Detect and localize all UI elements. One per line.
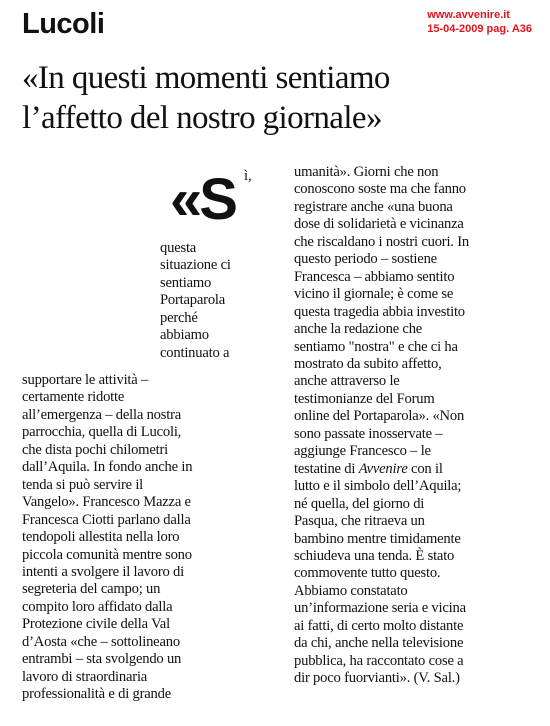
text-line: continuato a [160,344,230,361]
lead-paragraph [160,240,285,362]
text-line: commovente tutto questo. [294,565,441,582]
text-line: parrocchia, quella di Lucoli, [22,424,182,441]
text-line: dose di solidarietà e vicinanza [294,216,464,233]
text-line: Abbiamo constatato [294,582,408,599]
text-line: da chi, anche nella televisione [294,635,464,652]
text-line: che riscaldano i nostri cuori. In [294,233,469,250]
text-line: registrare anche «una buona [294,198,453,215]
body-column-2 [294,164,544,688]
text-line: all’emergenza – della nostra [22,406,182,423]
text-line: questa tragedia abbia investito [294,303,465,320]
text-line: mostrato da subito affetto, [294,355,442,372]
headline [22,58,537,138]
text-line: Portaparola [160,292,226,309]
text-line: abbiamo [160,327,209,344]
text-line: un’informazione seria e vicina [294,600,466,617]
text-line: supportare le attività – [22,372,149,388]
text-line: sono passate inosservate – [294,425,443,442]
body-column-1 [22,372,284,704]
text-line: segreteria del campo; un [22,581,161,598]
source-date-page: 15-04-2009 pag. A36 [427,23,532,35]
text-line: ai fatti, di certo molto distante [294,617,464,634]
text-line: perché [160,309,198,326]
newspaper-name: Avvenire [358,460,408,477]
text-line: bambino mentre timidamente [294,530,461,547]
text-line: piccola comunità mentre sono [22,546,192,563]
text-line: tendopoli allestita nella loro [22,529,180,546]
text-line: situazione ci [160,257,231,274]
text-line: schiudeva una tenda. È stato [294,547,455,564]
text-line: questo periodo – sostiene [294,251,437,268]
text-line: sentiamo [160,274,212,291]
text-line: lavoro di straordinaria [22,668,148,685]
text-line: questa [160,240,197,256]
text-line: intenti a svolgere il lavoro di [22,563,184,580]
text-line: pubblica, ha raccontato cose a [294,652,464,669]
text-line: conoscono soste ma che fanno [294,181,466,198]
text-line: aggiunge Francesco – le [294,443,431,460]
text-line: Vangelo». Francesco Mazza e [22,494,191,511]
headline-line: «In questi momenti sentiamo [22,60,390,96]
headline-line: l’affetto del nostro giornale» [22,100,382,136]
text-line: Francesca – abbiamo sentito [294,268,455,285]
drop-cap-tail: ì, [244,168,252,184]
text-line: testimonianze del Forum [294,390,435,407]
text-line: anche la redazione che [294,321,423,338]
text-line: sentiamo "nostra" e che ci ha [294,338,458,355]
text-line: dir poco fuorvianti». (V. Sal.) [294,670,460,687]
text-line: Protezione civile della Val [22,616,170,633]
text-line: entrambi – sta svolgendo un [22,651,182,668]
section-kicker: Lucoli [22,8,105,40]
text-line: anche attraverso le [294,373,400,390]
text-line: professionalità e di grande [22,686,171,703]
text-line: testatine di Avvenire con il [294,460,443,477]
text-line: certamente ridotte [22,389,125,406]
text-line: umanità». Giorni che non [294,164,439,180]
source-site: www.avvenire.it [427,9,510,21]
text-line: vicino il giornale; è come se [294,286,454,303]
text-line: né quella, del giorno di [294,495,425,512]
text-line: lutto e il simbolo dell’Aquila; [294,478,462,495]
text-line: d’Aosta «che – sottolineano [22,633,180,650]
source-reference [427,8,532,36]
text-line: Francesca Ciotti parlano dalla [22,511,191,528]
text-line: compito loro affidato dalla [22,598,173,615]
text-line: che dista pochi chilometri [22,441,168,458]
text-line: online del Portaparola». «Non [294,408,465,425]
text-line: tenda si può servire il [22,476,144,493]
text-line: dall’Aquila. In fondo anche in [22,459,193,476]
drop-cap: «S [170,167,235,232]
text-line: Pasqua, che ritraeva un [294,513,425,530]
